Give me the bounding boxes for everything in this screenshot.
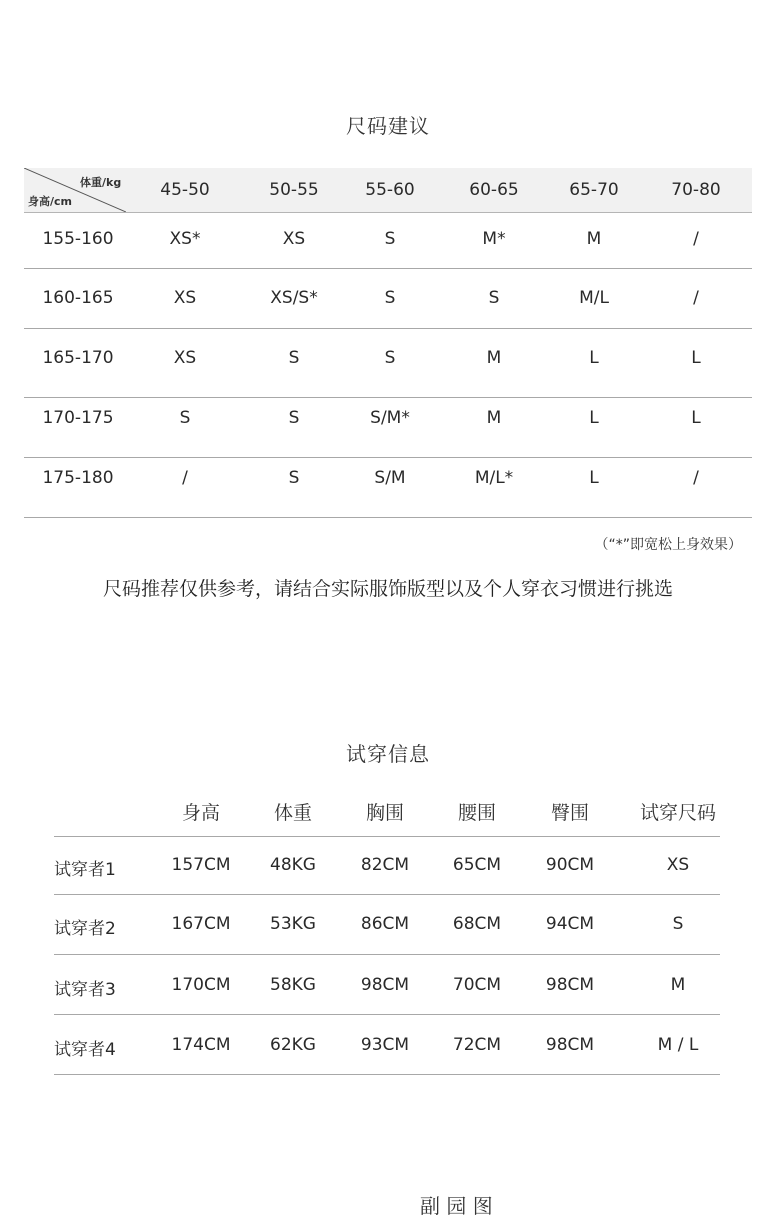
row-divider [54,954,720,955]
size-cell: S/M [374,468,406,488]
tryon-header: 试穿尺码 [639,802,717,824]
tryon-cell: 94CM [545,914,595,934]
size-cell: S [288,468,300,488]
weight-header: 70-80 [671,180,721,200]
tryon-cell: 98CM [545,1035,595,1055]
tryon-header: 身高 [181,802,221,824]
size-cell: S [179,408,191,428]
size-cell: XS [282,229,306,249]
size-cell: L [589,348,599,368]
tester-label: 试穿者1 [54,860,116,880]
row-divider [24,268,752,269]
tryon-cell: 174CM [171,1035,231,1055]
size-cell: L [589,408,599,428]
tryon-cell: 53KG [270,914,316,934]
size-cell: L [691,408,701,428]
tryon-cell: 167CM [171,914,231,934]
size-cell: / [693,468,699,488]
size-cell: S [384,348,396,368]
tryon-cell: 72CM [452,1035,502,1055]
corner-height-label: 身高/cm [28,195,72,208]
size-cell: M [486,408,502,428]
size-cell: S [384,229,396,249]
row-divider [24,457,752,458]
size-cell: / [693,288,699,308]
row-divider [54,1074,720,1075]
row-divider [54,836,720,837]
next-section-title: 副 园 图 [420,1194,493,1218]
size-cell: L [589,468,599,488]
tryon-cell: 65CM [452,855,502,875]
size-cell: XS [173,348,197,368]
tester-label: 试穿者4 [54,1040,116,1060]
corner-weight-label: 体重/kg [80,176,122,189]
tryon-cell: 93CM [360,1035,410,1055]
tester-label: 试穿者3 [54,980,116,1000]
weight-header: 60-65 [469,180,519,200]
size-cell: M/L* [474,468,514,488]
row-divider [54,894,720,895]
row-divider [24,397,752,398]
size-cell: M [486,348,502,368]
tryon-cell: M [670,975,686,995]
height-range: 175-180 [42,468,114,488]
tryon-cell: 98CM [545,975,595,995]
tryon-cell: 82CM [360,855,410,875]
size-cell: S [288,348,300,368]
size-cell: / [693,229,699,249]
size-advice: 尺码推荐仅供参考，请结合实际服饰版型以及个人穿衣习惯进行挑选 [102,578,673,600]
tryon-cell: 48KG [270,855,316,875]
weight-header: 55-60 [365,180,415,200]
size-cell: M [586,229,602,249]
tryon-cell: 86CM [360,914,410,934]
row-divider [54,1014,720,1015]
tryon-header: 体重 [273,802,313,824]
tryon-cell: 62KG [270,1035,316,1055]
size-section-title: 尺码建议 [346,114,430,138]
tester-label: 试穿者2 [54,919,116,939]
tryon-header: 腰围 [457,802,497,824]
size-cell: S [288,408,300,428]
height-range: 170-175 [42,408,114,428]
size-cell: S/M* [370,408,410,428]
size-cell: M* [482,229,506,249]
row-divider [24,517,752,518]
tryon-cell: M / L [657,1035,699,1055]
row-divider [24,328,752,329]
size-cell: XS [173,288,197,308]
weight-header: 65-70 [569,180,619,200]
size-cell: XS* [169,229,201,249]
size-cell: S [488,288,500,308]
height-range: 155-160 [42,229,114,249]
tryon-cell: 157CM [171,855,231,875]
size-note: （“*”即宽松上身效果） [594,537,742,553]
tryon-cell: 90CM [545,855,595,875]
height-range: 165-170 [42,348,114,368]
size-cell: S [384,288,396,308]
tryon-cell: XS [666,855,690,875]
tryon-cell: 70CM [452,975,502,995]
tryon-cell: 58KG [270,975,316,995]
tryon-cell: 68CM [452,914,502,934]
tryon-header: 臀围 [550,802,590,824]
size-cell: L [691,348,701,368]
size-cell: / [182,468,188,488]
tryon-cell: 98CM [360,975,410,995]
height-range: 160-165 [42,288,114,308]
weight-header: 45-50 [160,180,210,200]
tryon-section-title: 试穿信息 [346,742,430,766]
tryon-header: 胸围 [365,802,405,824]
tryon-cell: S [672,914,684,934]
weight-header: 50-55 [269,180,319,200]
size-cell: M/L [579,288,609,308]
size-cell: XS/S* [270,288,318,308]
tryon-cell: 170CM [171,975,231,995]
